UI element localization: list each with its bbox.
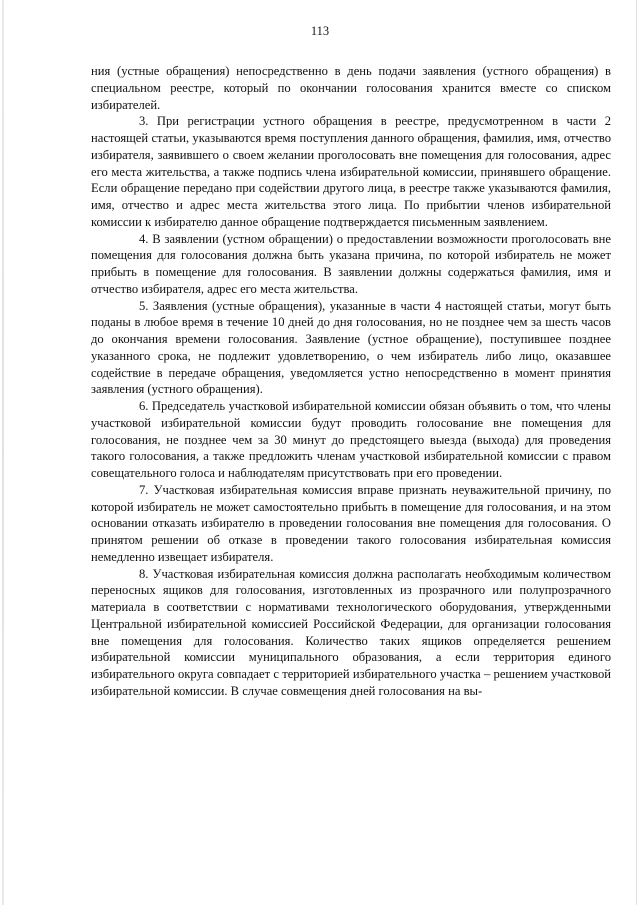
- paragraph-3: 3. При регистрации устного обращения в реестре, предусмотренном в части 2 настоящей статьи, указываются время поступления данного обращения, фамилия, имя, отчество избирателя, заявившего о своем желании проголосовать вне помещения для голосования, адрес его места жительства, а также подпись члена избирательной комиссии, принявшего обращение. Если обращение передано при содействии другого лица, в реестре также указываются фамилия, имя, отчество и адрес места жительства этого лица. По прибытии членов избирательной комиссии к избирателю данное обращение подтверждается письменным заявлением.: [91, 114, 611, 229]
- scan-right-edge: [636, 0, 637, 905]
- paragraph-6: 6. Председатель участковой избирательной комиссии обязан объявить о том, что члены участковой избирательной комиссии будут проводить голосование вне помещения для голосования, не позднее чем за 30 минут до предстоящего выезда (выхода) для проведения такого голосования, а также предложить членам участковой избирательной комиссии с правом совещательного голоса и наблюдателям присутствовать при его проведении.: [91, 399, 611, 480]
- page-number: 113: [310, 24, 330, 38]
- paragraph-8: 8. Участковая избирательная комиссия должна располагать необходимым количеством переносных ящиков для голосования, изготовленных из прозрачного или полупрозрачного материала в соответствии с нормативами технологического оборудования, утвержденными Центральной избирательной комиссией Российской Федерации, для организации голосования вне помещения для голосования. Количество таких ящиков определяется решением избирательной комиссии муниципального образования, а если территория единого избирательного округа совпадает с территорией избирательного участка – решением участковой избирательной комиссии. В случае совмещения дней голосования на вы-: [91, 566, 611, 698]
- paragraph-4: 4. В заявлении (устном обращении) о предоставлении возможности проголосовать вне помещения для голосования должна быть указана причина, по которой избиратель не может прибыть в помещение для голосования. В заявлении должны содержаться фамилия, имя и отчество избирателя, адрес его места жительства.: [91, 231, 611, 296]
- document-body: [91, 63, 611, 700]
- paragraph-7: 7. Участковая избирательная комиссия вправе признать неуважительной причину, по которой избиратель не может самостоятельно прибыть в помещение для голосования, и на этом основании отказать избирателю в проведении голосования вне помещения для голосования. О принятом решении об отказе в проведении такого голосования избирательная комиссия немедленно извещает избирателя.: [91, 482, 611, 564]
- paragraph-continuation: ния (устные обращения) непосредственно в день подачи заявления (устного обращения) в специальном реестре, который по окончании голосования хранится вместе со списком избирателей.: [91, 64, 611, 112]
- paragraph-5: 5. Заявления (устные обращения), указанные в части 4 настоящей статьи, могут быть поданы в любое время в течение 10 дней до дня голосования, но не позднее чем за шесть часов до окончания времени голосования. Заявление (устное обращение), поступившее позднее указанного срока, не подлежит удовлетворению, о чем избиратель либо лицо, оказавшее содействие в передаче обращения, уведомляется устно непосредственно в момент принятия заявления (устного обращения).: [91, 298, 611, 397]
- scan-left-edge: [2, 0, 4, 905]
